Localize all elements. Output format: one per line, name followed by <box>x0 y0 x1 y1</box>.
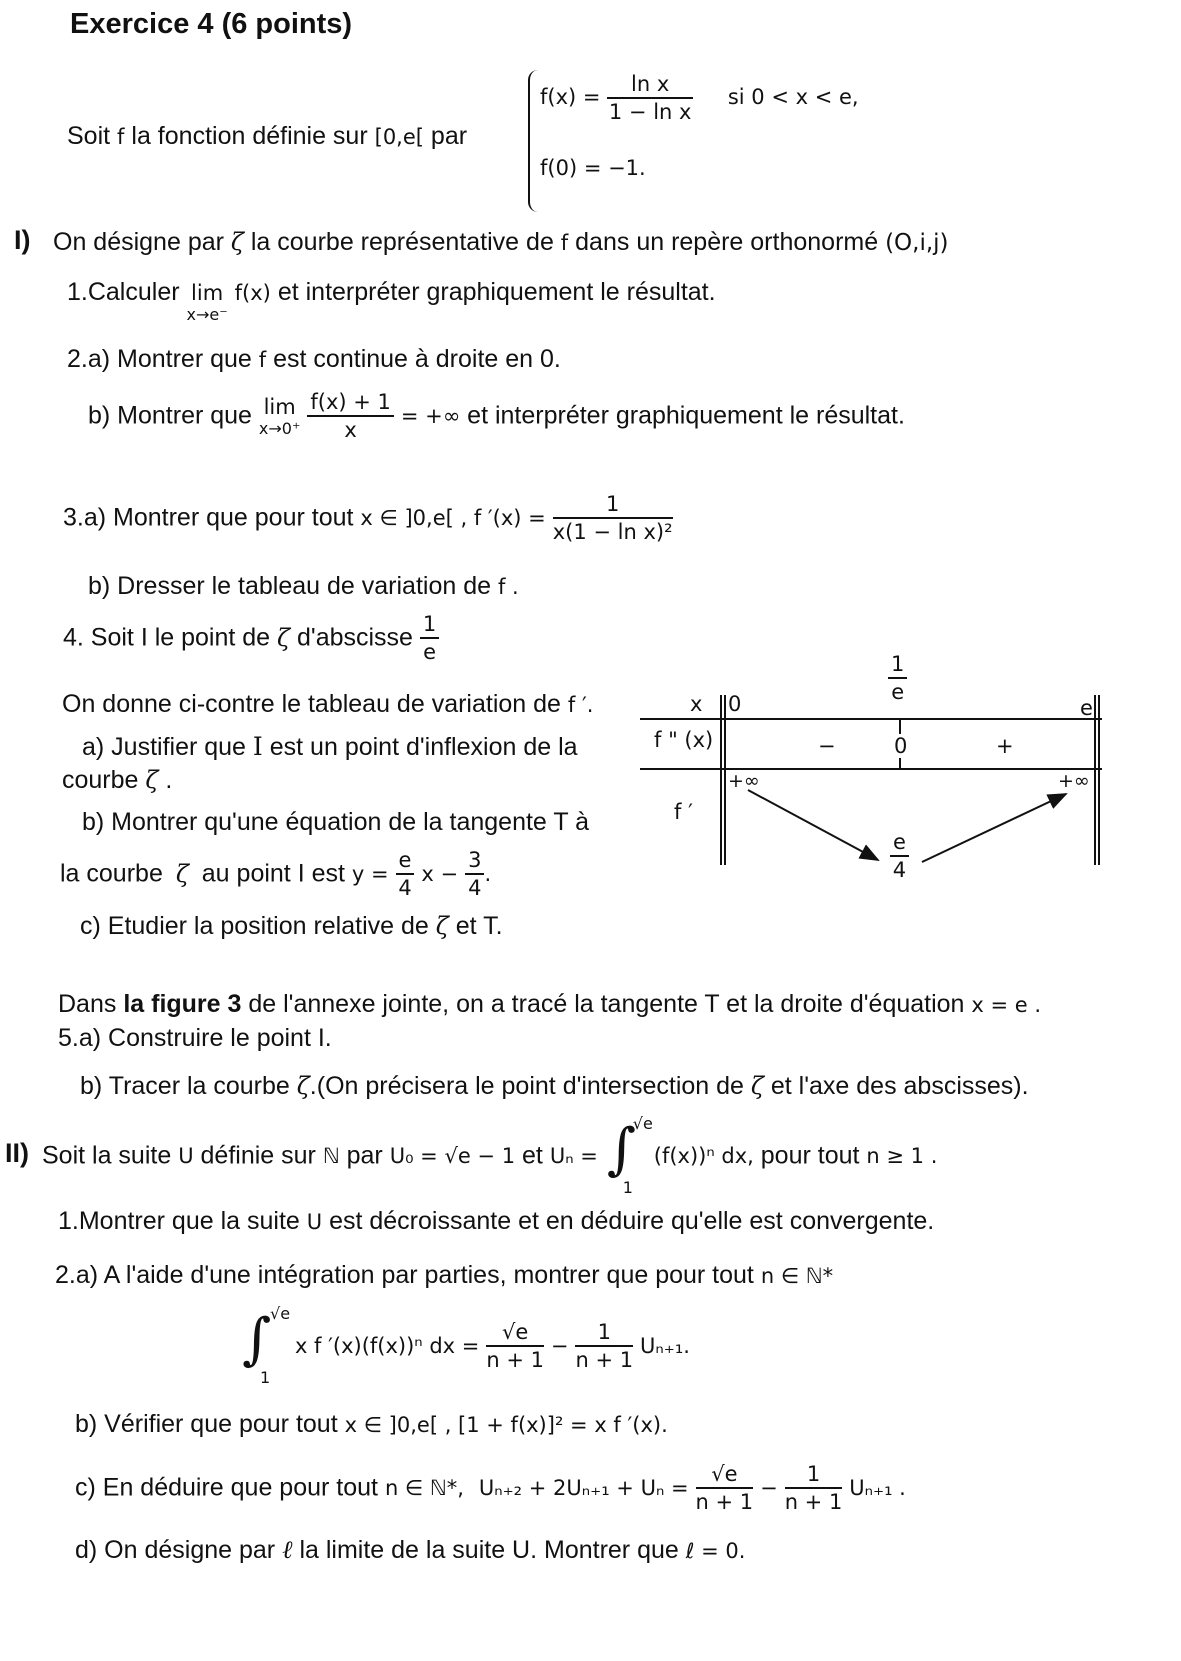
question-II-2a <box>55 1261 833 1290</box>
question-I-5b <box>80 1072 1029 1101</box>
f-symbol: f <box>258 348 267 372</box>
table-right-value: +∞ <box>1058 770 1090 792</box>
question-I-2a <box>67 345 561 374</box>
den: 4 <box>468 876 482 900</box>
question-I-4-intro <box>62 690 593 719</box>
math: ℓ = 0. <box>685 1539 746 1563</box>
lim-text: lim <box>263 394 296 419</box>
upper-bound: √e <box>270 1304 291 1323</box>
def2: f(0) = −1. <box>540 156 646 180</box>
num: f(x) + 1 <box>307 390 394 417</box>
variation-table <box>640 650 1120 895</box>
intro-f: f <box>117 125 125 149</box>
def1-lhs: f(x) = <box>540 85 601 109</box>
def1-fraction <box>607 72 693 124</box>
text: et l'axe des abscisses). <box>770 1072 1029 1100</box>
math: x = e . <box>971 993 1042 1017</box>
math: n ∈ ℕ* <box>760 1264 834 1288</box>
part-II-label: II) <box>5 1138 29 1168</box>
question-I-5a: 5.a) Construire le point I. <box>58 1024 332 1052</box>
num: 1 <box>420 612 439 639</box>
u0: U₀ = √e − 1 <box>389 1144 516 1168</box>
zeta-symbol: ζ <box>145 766 159 794</box>
x: x − <box>421 862 459 886</box>
text: par <box>346 1141 383 1170</box>
question-I-3b <box>88 572 519 601</box>
fraction <box>696 1462 754 1514</box>
num: √e <box>696 1462 754 1489</box>
den: n + 1 <box>784 1490 843 1514</box>
table-row3-label: f ′ <box>674 800 693 824</box>
text: 1.Calculer <box>67 278 180 306</box>
sign-zero: 0 <box>894 734 908 758</box>
text: d) On désigne par <box>75 1536 276 1564</box>
lower-bound: 1 <box>622 1178 633 1197</box>
fx: f(x) <box>234 281 271 305</box>
text: est un point d'inflexion de la <box>269 733 578 761</box>
text: la courbe <box>60 859 163 888</box>
text: la limite de la suite U. Montrer que <box>299 1536 679 1564</box>
table-x0: 0 <box>728 692 742 716</box>
ell-symbol: ℓ <box>282 1535 293 1564</box>
text: c) En déduire que pour tout <box>75 1473 378 1502</box>
integral-sign: ∫ <box>242 1307 272 1372</box>
text: b) Montrer que <box>88 401 252 430</box>
integrand: (f(x))ⁿ dx, <box>653 1144 754 1168</box>
lim-sub: x→0⁺ <box>258 418 301 438</box>
zeta-symbol: ζ <box>435 912 449 940</box>
den: n + 1 <box>575 1348 634 1372</box>
minus: − <box>760 1476 778 1500</box>
condition: n ≥ 1 . <box>866 1144 938 1168</box>
question-I-4 <box>63 612 439 664</box>
den: e <box>423 640 437 664</box>
text: On donne ci-contre le tableau de variation de <box>62 690 561 718</box>
text: 2.a) Montrer que <box>67 345 252 373</box>
def1-den: 1 − ln x <box>608 100 692 124</box>
question-I-4a <box>82 732 578 762</box>
lim-sub: x→e⁻ <box>186 305 228 324</box>
fraction <box>307 390 394 442</box>
arrow-up <box>922 794 1066 862</box>
fraction <box>785 1462 843 1514</box>
den: 4 <box>892 858 907 882</box>
text: b) Dresser le tableau de variation de <box>88 572 492 600</box>
text: de l'annexe jointe, on a tracé la tangente T et la droite d'équation <box>248 990 965 1018</box>
text: 2.a) A l'aide d'une intégration par parties, montrer que pour tout <box>55 1261 754 1289</box>
part-II-definition <box>42 1116 937 1196</box>
math: Uₙ₊₂ + 2Uₙ₊₁ + Uₙ = <box>478 1476 689 1500</box>
text: On désigne par <box>53 228 224 256</box>
question-II-2c <box>75 1462 906 1514</box>
U-symbol: U <box>306 1210 323 1234</box>
text: b) Vérifier que pour tout <box>75 1410 338 1438</box>
I-symbol: I <box>252 732 263 761</box>
question-I-4c <box>80 912 503 941</box>
table-x-end: e <box>1080 696 1093 720</box>
question-I-4b: b) Montrer qu'une équation de la tangente T à <box>82 808 589 836</box>
U-symbol: U <box>178 1144 194 1168</box>
exercise-title: Exercice 4 (6 points) <box>70 8 353 40</box>
fraction <box>465 848 484 900</box>
intro-text2: la fonction définie sur <box>131 122 368 150</box>
text: Dans <box>58 990 117 1018</box>
num: e <box>396 848 415 875</box>
limit <box>187 281 228 324</box>
question-I-2b <box>88 390 905 442</box>
fraction <box>396 848 415 900</box>
text: et T. <box>455 912 503 940</box>
den: 4 <box>398 876 412 900</box>
upper-bound: √e <box>632 1114 653 1133</box>
zeta-symbol: ζ <box>230 228 244 256</box>
den: n + 1 <box>695 1490 754 1514</box>
math: x ∈ ]0,e[ , f ′(x) = <box>360 506 546 530</box>
num: 3 <box>465 848 484 875</box>
question-II-2d <box>75 1535 745 1565</box>
zeta-symbol: ζ <box>750 1072 764 1100</box>
text: Soit la suite <box>42 1141 172 1170</box>
sign-plus: + <box>996 734 1014 758</box>
text: 4. Soit I le point de <box>63 623 271 652</box>
def1-cond: si 0 < x < e, <box>727 85 859 109</box>
question-II-2b <box>75 1410 668 1439</box>
text: définie sur <box>200 1141 316 1170</box>
table-row2-label: f " (x) <box>654 728 714 752</box>
table-left-value: +∞ <box>728 770 760 792</box>
eq: y = <box>351 862 389 886</box>
fraction <box>486 1320 544 1372</box>
def1-num: ln x <box>607 72 693 99</box>
text: et interpréter graphiquement le résultat. <box>467 401 905 430</box>
text: dans un repère orthonormé <box>575 228 879 256</box>
intro-interval: [0,e[ <box>374 125 424 149</box>
arrow-down <box>748 790 878 860</box>
num: 1 <box>575 1320 633 1347</box>
minus: − <box>550 1334 569 1358</box>
figure-mention <box>58 990 1041 1019</box>
integral <box>605 1114 653 1197</box>
text: 1.Montrer que la suite <box>58 1207 300 1235</box>
text: a) Justifier que <box>82 733 246 761</box>
fprime: f ′. <box>567 693 594 717</box>
num: e <box>890 830 909 857</box>
integral-sign: ∫ <box>606 1117 636 1182</box>
question-I-1 <box>67 278 716 324</box>
question-I-4a-cont: courbe ζ . <box>62 766 173 794</box>
den: n + 1 <box>486 1348 544 1372</box>
text: est décroissante et en déduire qu'elle est convergente. <box>329 1207 935 1235</box>
question-II-1 <box>58 1207 934 1236</box>
zeta-symbol: ζ <box>175 860 189 888</box>
text: d'abscisse <box>297 623 413 652</box>
num: 1 <box>888 652 907 679</box>
math: n ∈ ℕ*, <box>384 1476 464 1500</box>
variation-arrows <box>640 650 1120 895</box>
num: 1 <box>553 492 673 519</box>
text: pour tout <box>760 1141 860 1170</box>
table-x-label: x <box>690 692 703 716</box>
f-symbol: f <box>560 231 569 255</box>
lower-bound: 1 <box>260 1368 271 1387</box>
text: et interpréter graphiquement le résultat. <box>277 278 716 306</box>
question-I-4b-cont: la courbe ζ au point I est y = $\frac{e}{4}$ x − $\frac{3}{4}$ . <box>60 848 492 900</box>
intro-par: par <box>430 122 468 150</box>
text: au point I est <box>201 859 345 888</box>
den: e <box>891 680 905 704</box>
part-I-label: I) <box>14 225 31 255</box>
intro-line <box>67 122 467 151</box>
text: est continue à droite en 0. <box>273 345 561 373</box>
question-I-3a <box>63 492 673 544</box>
text: 3.a) Montrer que pour tout <box>63 503 354 532</box>
lim-text: lim <box>191 281 224 305</box>
integrand: x f ′(x)(f(x))ⁿ dx = <box>294 1334 480 1358</box>
eq: = +∞ <box>400 404 461 428</box>
integral <box>240 1304 291 1387</box>
den: x <box>344 418 357 442</box>
figure-ref: la figure 3 <box>123 990 242 1018</box>
sign-minus: − <box>818 734 836 758</box>
end: Uₙ₊₁ . <box>849 1476 906 1500</box>
question-II-2a-formula <box>240 1306 690 1386</box>
un: Uₙ = <box>549 1144 598 1168</box>
text: c) Etudier la position relative de <box>80 912 429 940</box>
text: courbe <box>62 766 139 794</box>
fraction <box>553 492 673 544</box>
fraction <box>420 612 439 664</box>
num: √e <box>486 1320 544 1347</box>
text: .(On précisera le point d'intersection de <box>309 1072 744 1100</box>
N-symbol: ℕ <box>322 1144 340 1168</box>
f-symbol: f . <box>497 575 519 599</box>
intro-text: Soit <box>67 122 111 150</box>
end: Uₙ₊₁. <box>640 1334 690 1358</box>
math: x ∈ ]0,e[ , [1 + f(x)]² = x f ′(x). <box>344 1413 668 1437</box>
den: x(1 − ln x)² <box>552 520 673 544</box>
zeta-symbol: ζ <box>296 1072 310 1100</box>
def1 <box>540 72 859 124</box>
part-I-intro <box>53 228 949 257</box>
num: 1 <box>785 1462 843 1489</box>
text: b) Tracer la courbe <box>80 1072 290 1100</box>
text: la courbe représentative de <box>250 228 554 256</box>
fraction <box>575 1320 633 1372</box>
frame-notation: (O,i,j) <box>885 230 949 256</box>
limit <box>259 395 301 438</box>
text: et <box>522 1141 543 1170</box>
zeta-symbol: ζ <box>277 624 291 652</box>
